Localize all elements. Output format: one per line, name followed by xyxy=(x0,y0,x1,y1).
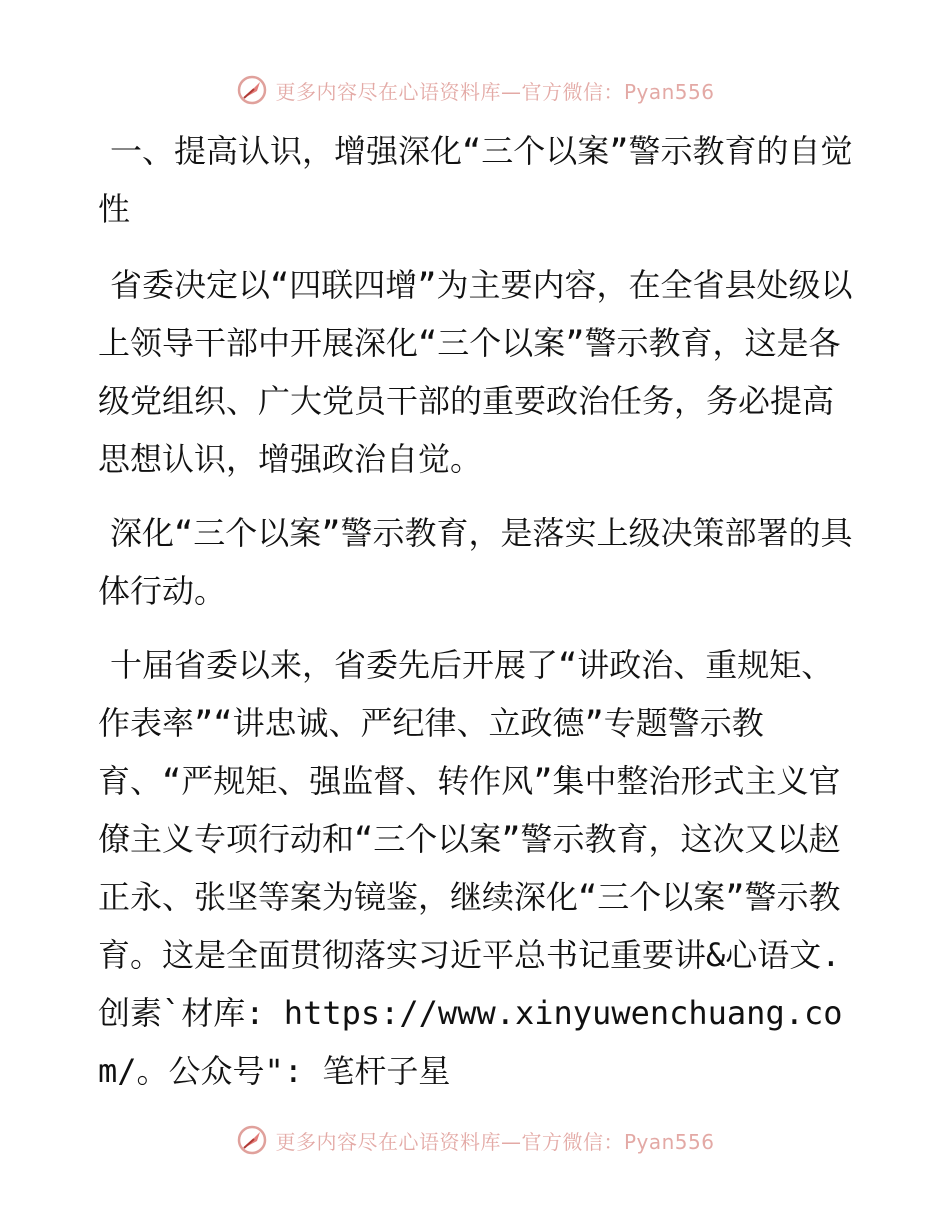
quill-pen-logo-icon xyxy=(235,1123,269,1157)
document-body xyxy=(98,122,858,1116)
paragraph-1: 省委决定以“四联四增”为主要内容，在全省县处级以上领导干部中开展深化“三个以案”警示教育，这是各级党组织、广大党员干部的重要政治任务，务必提高思想认识，增强政治自觉。 xyxy=(98,266,853,478)
quill-pen-logo-icon xyxy=(235,73,269,107)
watermark-text: 更多内容尽在心语资料库—官方微信：Pyan556 xyxy=(275,79,715,104)
header-watermark-banner xyxy=(0,70,950,110)
paragraph-2: 深化“三个以案”警示教育，是落实上级决策部署的具体行动。 xyxy=(98,514,853,610)
watermark-text: 更多内容尽在心语资料库—官方微信：Pyan556 xyxy=(275,1129,715,1154)
section-heading: 一、提高认识，增强深化“三个以案”警示教育的自觉性 xyxy=(98,132,853,228)
paragraph-3: 十届省委以来，省委先后开展了“讲政治、重规矩、作表率”“讲忠诚、严纪律、立政德”专题警示教育、“严规矩、强监督、转作风”集中整治形式主义官僚主义专项行动和“三个以案”警示教育，这次又以赵正永、张坚等案为镜鉴，继续深化“三个以案”警示教育。这是全面贯彻落实习近平总书记重要讲&心语文.创素`材库: https://www.xinyuwenchuang.com/。公众号": 笔杆子星 xyxy=(98,646,843,1090)
footer-watermark-banner xyxy=(0,1120,950,1160)
